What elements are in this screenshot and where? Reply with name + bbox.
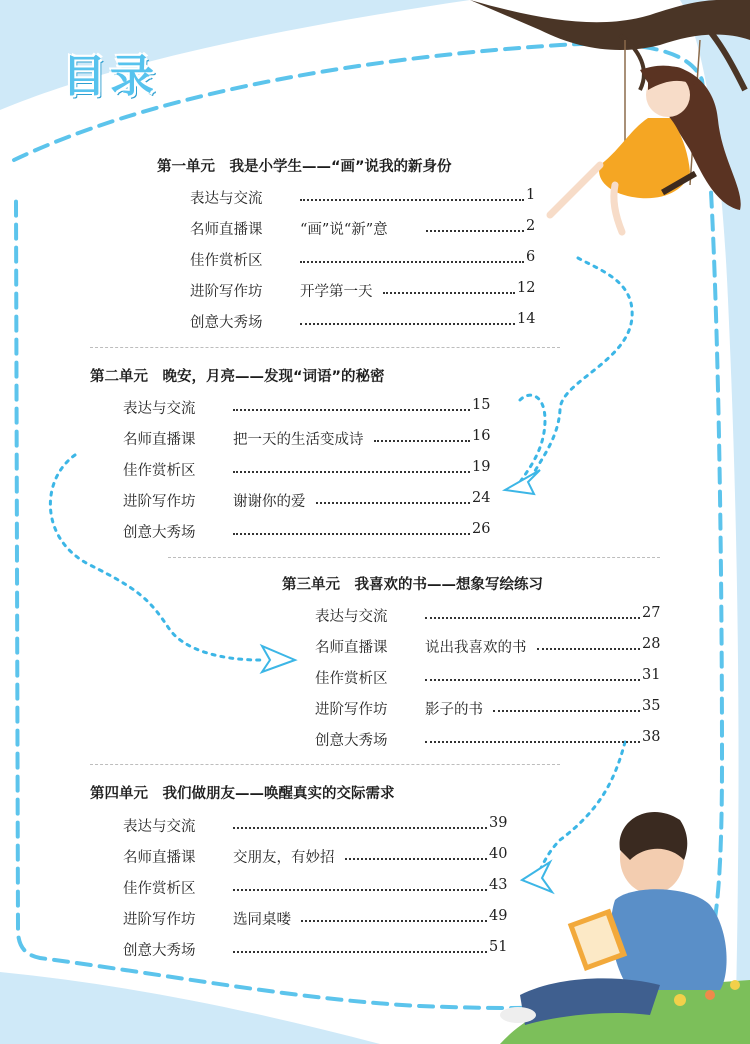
toc-entry-page-number: 51 bbox=[489, 939, 508, 955]
toc-entry[interactable] bbox=[123, 908, 527, 928]
toc-entry-page-number: 1 bbox=[526, 187, 536, 203]
dot-leader bbox=[233, 397, 470, 411]
dot-leader bbox=[233, 877, 487, 891]
toc-entry-label: 佳作赏析区 bbox=[123, 881, 196, 897]
toc-entry[interactable] bbox=[315, 605, 680, 625]
unit-separator bbox=[90, 347, 560, 348]
toc-entry[interactable] bbox=[123, 428, 510, 448]
toc-entry-subtitle: 影子的书 bbox=[425, 702, 483, 718]
page-title: 目录 bbox=[62, 51, 158, 102]
toc-entry-page-number: 19 bbox=[472, 459, 491, 475]
toc-entry-subtitle: 把一天的生活变成诗 bbox=[233, 432, 364, 448]
dot-leader bbox=[233, 815, 487, 829]
toc-entry[interactable] bbox=[190, 280, 555, 300]
toc-entry-label: 表达与交流 bbox=[190, 191, 263, 207]
dot-leader bbox=[426, 218, 524, 232]
toc-entry[interactable] bbox=[123, 459, 510, 479]
toc-entry-page-number: 27 bbox=[642, 605, 661, 621]
unit-separator bbox=[168, 557, 660, 558]
toc-entry-label: 创意大秀场 bbox=[123, 525, 196, 541]
dot-leader bbox=[316, 490, 471, 504]
toc-entry-label: 名师直播课 bbox=[315, 640, 388, 656]
toc-entry-page-number: 26 bbox=[472, 521, 491, 537]
toc-entry-label: 创意大秀场 bbox=[315, 733, 388, 749]
toc-entry-label: 创意大秀场 bbox=[190, 315, 263, 331]
dot-leader bbox=[383, 280, 516, 294]
dot-leader bbox=[425, 605, 640, 619]
toc-entry[interactable] bbox=[123, 939, 527, 959]
toc-entry-subtitle: 开学第一天 bbox=[300, 284, 373, 300]
toc-entry-page-number: 38 bbox=[642, 729, 661, 745]
dot-leader bbox=[537, 636, 641, 650]
toc-entry[interactable] bbox=[123, 846, 527, 866]
toc-entry-page-number: 40 bbox=[489, 846, 508, 862]
toc-entry-subtitle: “画”说“新”意 bbox=[300, 222, 388, 238]
toc-entry[interactable] bbox=[123, 490, 510, 510]
toc-entry[interactable] bbox=[123, 397, 510, 417]
toc-entry[interactable] bbox=[315, 667, 680, 687]
toc-entry[interactable] bbox=[190, 218, 555, 238]
toc-entry[interactable] bbox=[123, 877, 527, 897]
dot-leader bbox=[300, 187, 524, 201]
dot-leader bbox=[425, 667, 640, 681]
dot-leader bbox=[425, 729, 640, 743]
toc-entry[interactable] bbox=[123, 815, 527, 835]
toc-entry-page-number: 15 bbox=[472, 397, 491, 413]
toc-entry-subtitle: 谢谢你的爱 bbox=[233, 494, 306, 510]
toc-entry-label: 名师直播课 bbox=[123, 850, 196, 866]
toc-entry-subtitle: 说出我喜欢的书 bbox=[425, 640, 527, 656]
toc-entry[interactable] bbox=[190, 311, 555, 331]
unit-heading[interactable]: 第一单元 我是小学生——“画”说我的新身份 bbox=[157, 159, 452, 175]
toc-entry-label: 进阶写作坊 bbox=[315, 702, 388, 718]
toc-entry-page-number: 39 bbox=[489, 815, 508, 831]
toc-entry[interactable] bbox=[315, 636, 680, 656]
toc-entry-page-number: 43 bbox=[489, 877, 508, 893]
toc-entry[interactable] bbox=[123, 521, 510, 541]
toc-entry-label: 创意大秀场 bbox=[123, 943, 196, 959]
dot-leader bbox=[233, 459, 470, 473]
toc-entry-label: 佳作赏析区 bbox=[190, 253, 263, 269]
toc-entry[interactable] bbox=[315, 729, 680, 749]
unit-heading[interactable]: 第四单元 我们做朋友——唤醒真实的交际需求 bbox=[90, 786, 395, 802]
toc-entry-label: 进阶写作坊 bbox=[123, 912, 196, 928]
toc-entry-page-number: 49 bbox=[489, 908, 508, 924]
toc-entry-label: 名师直播课 bbox=[190, 222, 263, 238]
toc-entry-subtitle: 交朋友，有妙招 bbox=[233, 850, 335, 866]
toc-entry-page-number: 2 bbox=[526, 218, 536, 234]
toc-entry-label: 进阶写作坊 bbox=[190, 284, 263, 300]
toc-entry[interactable] bbox=[190, 187, 555, 207]
toc-entry-label: 佳作赏析区 bbox=[123, 463, 196, 479]
dot-leader bbox=[300, 311, 515, 325]
unit-heading[interactable]: 第三单元 我喜欢的书——想象写绘练习 bbox=[282, 577, 543, 593]
dot-leader bbox=[301, 908, 487, 922]
unit-heading[interactable]: 第二单元 晚安，月亮——发现“词语”的秘密 bbox=[90, 369, 385, 385]
toc-entry-label: 表达与交流 bbox=[315, 609, 388, 625]
toc-entry-page-number: 28 bbox=[642, 636, 661, 652]
dot-leader bbox=[300, 249, 524, 263]
dot-leader bbox=[233, 521, 470, 535]
dot-leader bbox=[374, 428, 471, 442]
toc-entry-label: 表达与交流 bbox=[123, 819, 196, 835]
toc-entry-label: 名师直播课 bbox=[123, 432, 196, 448]
toc-entry-label: 表达与交流 bbox=[123, 401, 196, 417]
toc-entry-subtitle: 选同桌喽 bbox=[233, 912, 291, 928]
toc-entry-page-number: 14 bbox=[517, 311, 536, 327]
toc-entry[interactable] bbox=[315, 698, 680, 718]
dot-leader bbox=[493, 698, 640, 712]
dot-leader bbox=[233, 939, 487, 953]
toc-entry-page-number: 35 bbox=[642, 698, 661, 714]
toc-entry-label: 佳作赏析区 bbox=[315, 671, 388, 687]
toc-entry[interactable] bbox=[190, 249, 555, 269]
toc-entry-page-number: 12 bbox=[517, 280, 536, 296]
toc-entry-page-number: 6 bbox=[526, 249, 536, 265]
toc-entry-page-number: 31 bbox=[642, 667, 661, 683]
toc-entry-page-number: 16 bbox=[472, 428, 491, 444]
dot-leader bbox=[345, 846, 488, 860]
toc-entry-label: 进阶写作坊 bbox=[123, 494, 196, 510]
toc-entry-page-number: 24 bbox=[472, 490, 491, 506]
unit-separator bbox=[90, 764, 560, 765]
